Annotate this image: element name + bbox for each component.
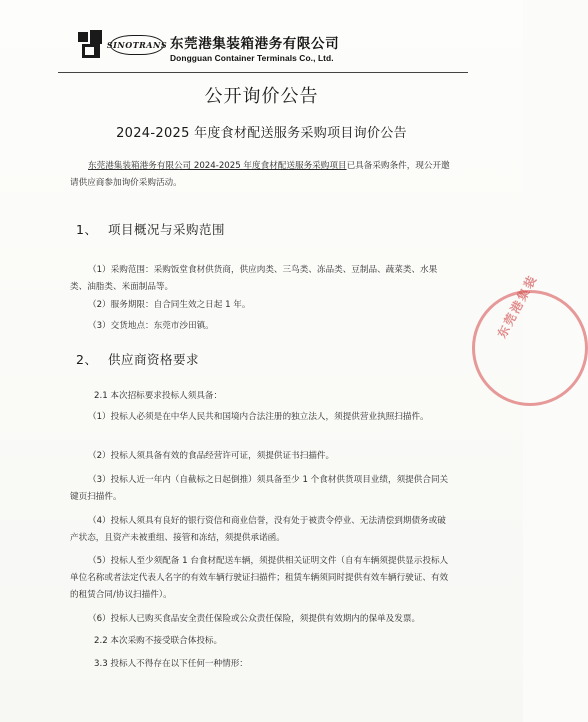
section-1-title: 项目概况与采购范围 <box>108 222 226 237</box>
company-name-en: Dongguan Container Terminals Co., Ltd. <box>170 53 334 63</box>
s2-item-2: （2）投标人须具备有效的食品经营许可证，须提供证书扫描件。 <box>88 451 335 461</box>
document-subtitle: 2024-2025 年度食材配送服务采购项目询价公告 <box>116 126 407 141</box>
section-2-heading <box>76 350 199 368</box>
letterhead <box>78 30 378 70</box>
s1-item-2: （2）服务期限：自合同生效之日起 1 年。 <box>88 300 251 310</box>
intro-underlined-project: 东莞港集装箱港务有限公司 2024-2025 年度食材配送服务采购项目 <box>88 161 347 171</box>
s1-item-1: （1）采购范围：采购饭堂食材供货商，供应肉类、三鸟类、冻品类、豆制品、蔬菜类、水果类、油脂类、米面制品等。 <box>70 265 438 292</box>
intro-rest: 已具备采购条件，现公开邀请供应商参加询价采购活动。 <box>70 161 450 188</box>
s2-item-1: （1）投标人必须是在中华人民共和国境内合法注册的独立法人，须提供营业执照扫描件。 <box>88 412 429 422</box>
s2-clause-2-1: 2.1 本次招标要求投标人须具备： <box>94 391 223 401</box>
s2-item-3: （3）投标人近一年内（自截标之日起倒推）须具备至少 1 个食材供货项目业绩，须提供合同关键页扫描件。 <box>70 475 449 502</box>
s2-item-4: （4）投标人须具有良好的银行资信和商业信誉，没有处于被责令停业、无法清偿到期债务或破产状态，且资产未被重组、接管和冻结，须提供承诺函。 <box>70 516 446 543</box>
s1-item-3: （3）交货地点：东莞市沙田镇。 <box>88 321 214 331</box>
header-divider <box>58 72 468 73</box>
section-1-number: 1、 <box>76 222 98 237</box>
s2-clause-3-3: 3.3 投标人不得存在以下任何一种情形： <box>94 659 248 669</box>
sinotrans-logo: SINOTRANS <box>110 35 164 55</box>
intro-paragraph <box>70 158 454 192</box>
document-title: 公开询价公告 <box>204 86 319 107</box>
company-name-cn: 东莞港集装箱港务有限公司 <box>170 36 340 52</box>
s2-item-5: （5）投标人至少须配备 1 台食材配送车辆，须提供相关证明文件（自有车辆须提供显示投标人单位名称或者法定代表人名字的有效车辆行驶证扫描件；租赁车辆须同时提供有效车辆行驶证、有效的租赁合同/协议扫描件）。 <box>70 556 449 600</box>
section-1-heading <box>76 220 225 238</box>
s2-item-6: （6）投标人已购买食品安全责任保险或公众责任保险，须提供有效期内的保单及发票。 <box>88 614 421 624</box>
section-2-number: 2、 <box>76 352 98 367</box>
s2-clause-2-2: 2.2 本次采购不接受联合体投标。 <box>94 636 223 646</box>
company-seal-text: 东莞港集装 <box>494 272 540 341</box>
company-seal <box>472 272 588 406</box>
company-logo-icon <box>78 30 106 60</box>
section-2-title: 供应商资格要求 <box>108 352 200 367</box>
